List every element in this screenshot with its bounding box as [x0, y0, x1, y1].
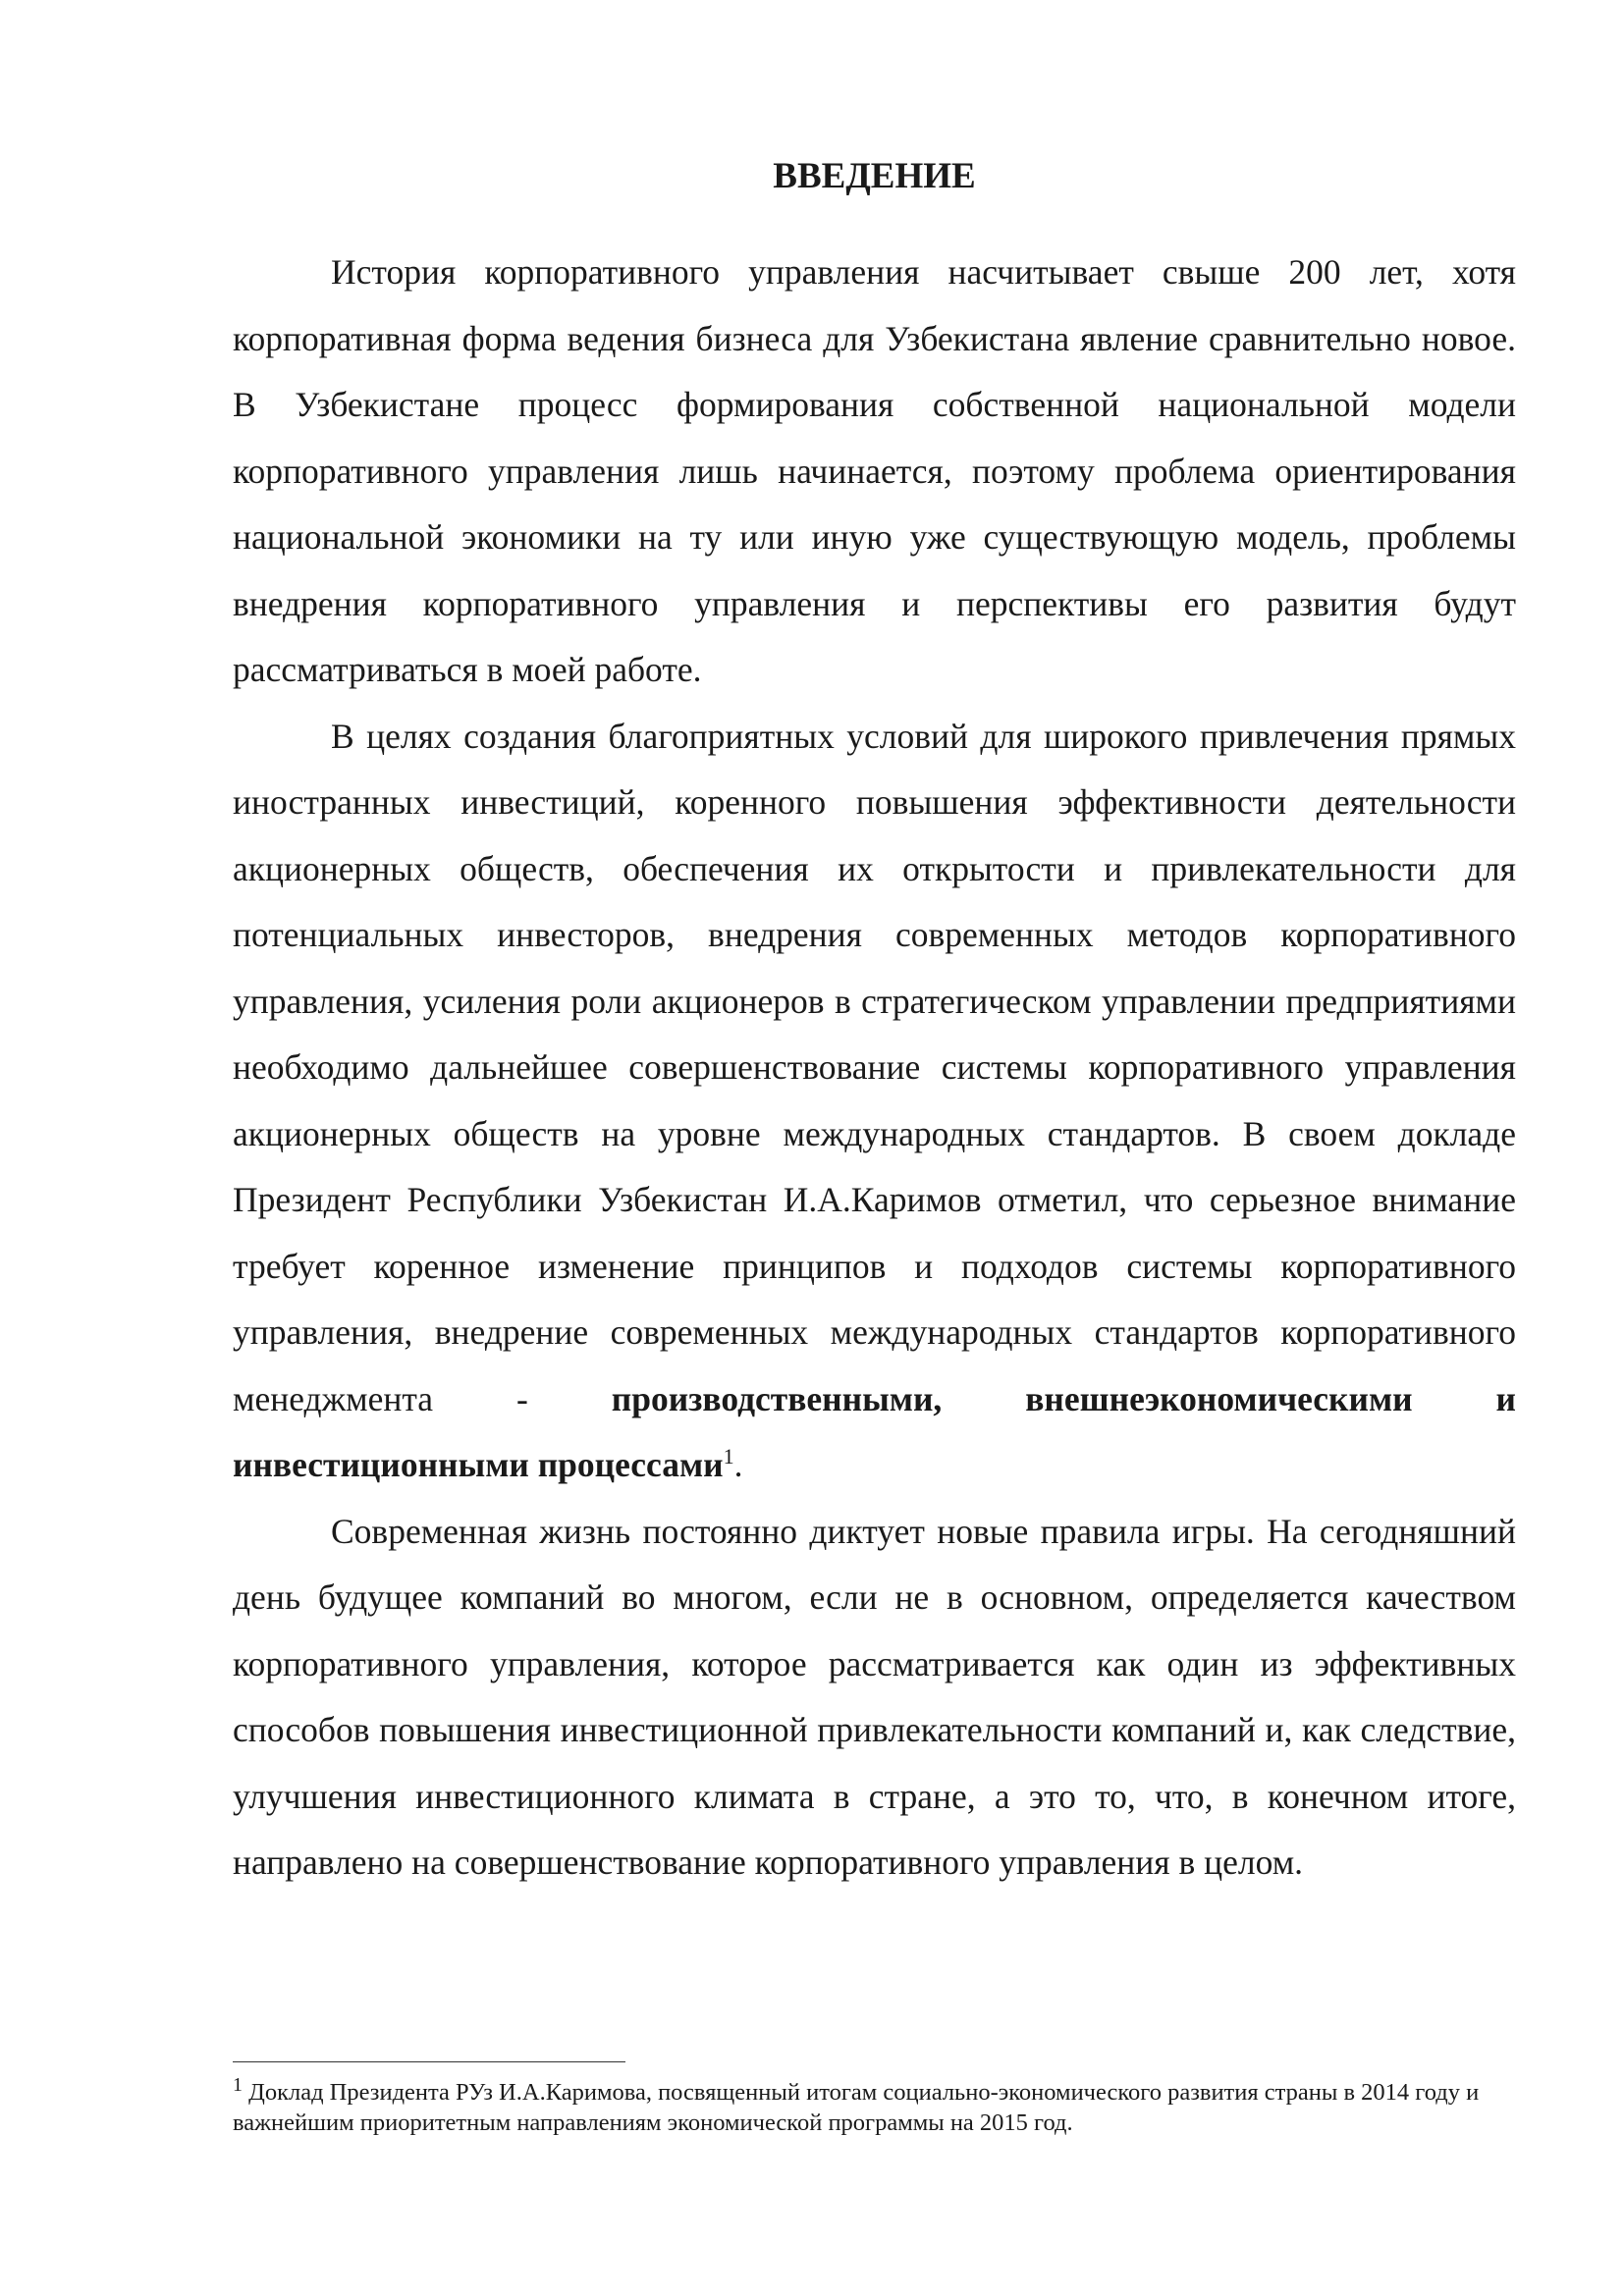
- footnote-reference[interactable]: 1: [723, 1444, 734, 1469]
- paragraph-1: История корпоративного управления насчитывает свыше 200 лет, хотя корпоративная форма ведения бизнеса для Узбекистана явление сравнительно новое. В Узбекистане процесс формирования собственной национальной модели корпоративного управления лишь начинается, поэтому проблема ориентирования национальной экономики на ту или иную уже существующую модель, проблемы внедрения корпоративного управления и перспективы его развития будут рассматриваться в моей работе.: [233, 252, 1516, 689]
- body-text: [233, 240, 1516, 1896]
- footnote-text: Доклад Президента РУз И.А.Каримова, посвященный итогам социально-экономического развития страны в 2014 году и важнейшим приоритетным направлениям экономической программы на 2015 год.: [233, 2079, 1480, 2136]
- paragraph-2-text: В целях создания благоприятных условий для широкого привлечения прямых иностранных инвестиций, коренного повышения эффективности деятельности акционерных обществ, обеспечения их открытости и привлекательности для потенциальных инвесторов, внедрения современных методов корпоративного управления, усиления роли акционеров в стратегическом управлении предприятиями необходимо дальнейшее совершенствование системы корпоративного управления акционерных обществ на уровне международных стандартов. В своем докладе Президент Республики Узбекистан И.А.Каримов отметил, что серьезное внимание требует коренное изменение принципов и подходов системы корпоративного управления, внедрение современных международных стандартов корпоративного менеджмента -: [233, 716, 1516, 1418]
- paragraph-2: [233, 704, 1516, 1499]
- paragraph-2-tail: .: [733, 1445, 743, 1484]
- page-title: ВВЕДЕНИЕ: [773, 156, 976, 196]
- paragraph-2-bold-text: производственными, внешнеэкономическими и инвестиционными процессами: [233, 1378, 1516, 1484]
- footnote-number: 1: [233, 2073, 243, 2096]
- footnote: [233, 2073, 1516, 2138]
- footnote-divider: [233, 2061, 625, 2062]
- paragraph-3: Современная жизнь постоянно диктует новые правила игры. На сегодняшний день будущее компаний во многом, если не в основном, определяется качеством корпоративного управления, которое рассматривается как один из эффективных способов повышения инвестиционной привлекательности компаний и, как следствие, улучшения инвестиционного климата в стране, а это то, что, в конечном итоге, направлено на совершенствование корпоративного управления в целом.: [233, 1511, 1516, 1882]
